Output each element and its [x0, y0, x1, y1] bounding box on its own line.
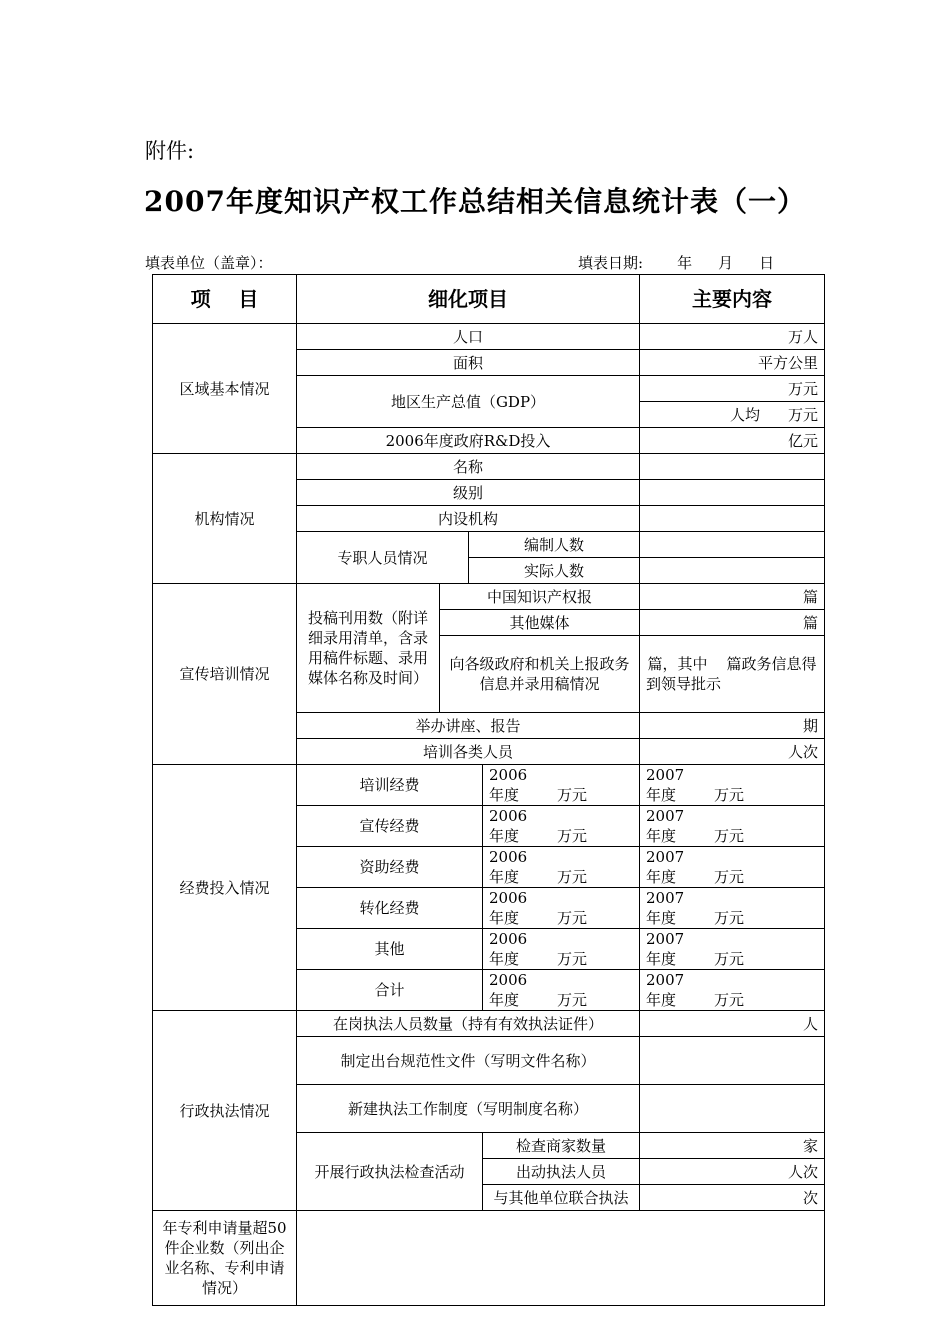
org-staff-quota: 编制人数	[469, 532, 640, 558]
funding-2006	[483, 929, 640, 970]
year-2007: 2007年度	[646, 807, 685, 845]
region-label: 区域基本情况	[153, 324, 297, 454]
unit: 万元	[714, 950, 745, 968]
header-item: 项 目	[153, 275, 297, 324]
enforce-dispatched-unit: 人次	[640, 1159, 825, 1185]
year-2006: 2006年度	[489, 848, 528, 886]
table-row	[153, 584, 825, 610]
unit: 万元	[557, 991, 588, 1009]
funding-2006	[483, 806, 640, 847]
attachment-label: 附件:	[145, 139, 195, 163]
year-2006: 2006年度	[489, 807, 528, 845]
org-label: 机构情况	[153, 454, 297, 584]
fill-date-day: 日	[759, 254, 775, 272]
funding-2006	[483, 765, 640, 806]
unit: 万元	[714, 909, 745, 927]
promo-cipnews-unit: 篇	[640, 584, 825, 610]
funding-2007	[640, 806, 825, 847]
statistics-table	[152, 274, 825, 1306]
region-population-unit: 万人	[640, 324, 825, 350]
fill-date-year: 年	[677, 254, 693, 272]
year-2006: 2006年度	[489, 930, 528, 968]
region-rd: 2006年度政府R&D投入	[297, 428, 640, 454]
unit: 万元	[557, 909, 588, 927]
funding-2006	[483, 847, 640, 888]
org-level-value	[640, 480, 825, 506]
promo-cipnews: 中国知识产权报	[440, 584, 640, 610]
funding-label: 经费投入情况	[153, 765, 297, 1011]
page-title: 2007年度知识产权工作总结相关信息统计表（一）	[144, 185, 806, 218]
promo-training-unit: 人次	[640, 739, 825, 765]
year-2007: 2007年度	[646, 848, 685, 886]
funding-2007	[640, 765, 825, 806]
region-area-unit: 平方公里	[640, 350, 825, 376]
enforce-label: 行政执法情况	[153, 1011, 297, 1211]
unit: 万元	[714, 827, 745, 845]
promo-gov-report-content: 篇，其中 篇政务信息得到领导批示	[640, 636, 825, 713]
fill-date-month: 月	[718, 254, 734, 272]
enforce-rules: 新建执法工作制度（写明制度名称）	[297, 1085, 640, 1133]
enforce-joint: 与其他单位联合执法	[483, 1185, 640, 1211]
table-row	[153, 1011, 825, 1037]
org-name-value	[640, 454, 825, 480]
region-area: 面积	[297, 350, 640, 376]
funding-2007	[640, 888, 825, 929]
promo-lectures: 举办讲座、报告	[297, 713, 640, 739]
promo-other-media-unit: 篇	[640, 610, 825, 636]
table-row	[153, 454, 825, 480]
org-name: 名称	[297, 454, 640, 480]
fill-unit-label: 填表单位（盖章）：	[145, 254, 273, 272]
promo-lectures-unit: 期	[640, 713, 825, 739]
funding-2007	[640, 847, 825, 888]
year-2007: 2007年度	[646, 971, 685, 1009]
patent-value	[297, 1211, 825, 1306]
enforce-merchants-unit: 家	[640, 1133, 825, 1159]
org-staff-actual: 实际人数	[469, 558, 640, 584]
enforce-inspect: 开展行政执法检查活动	[297, 1133, 483, 1211]
gdp-per-capita-label: 人均	[729, 405, 760, 424]
patent-label: 年专利申请量超50件企业数（列出企业名称、专利申请情况）	[153, 1211, 297, 1306]
unit: 万元	[557, 827, 588, 845]
region-population: 人口	[297, 324, 640, 350]
enforce-merchants: 检查商家数量	[483, 1133, 640, 1159]
year-2006: 2006年度	[489, 766, 528, 804]
unit: 万元	[557, 868, 588, 886]
year-2007: 2007年度	[646, 766, 685, 804]
org-staff: 专职人员情况	[297, 532, 469, 584]
funding-item: 宣传经费	[297, 806, 483, 847]
table-row	[153, 1211, 825, 1306]
year-2007: 2007年度	[646, 889, 685, 927]
enforce-officers-unit: 人	[640, 1011, 825, 1037]
table-header-row	[153, 275, 825, 324]
region-gdp-unit: 万元	[640, 376, 825, 402]
year-2007: 2007年度	[646, 930, 685, 968]
funding-2006	[483, 888, 640, 929]
promo-submissions: 投稿刊用数（附详细录用清单，含录用稿件标题、录用媒体名称及时间）	[297, 584, 440, 713]
enforce-officers: 在岗执法人员数量（持有有效执法证件）	[297, 1011, 640, 1037]
unit: 万元	[714, 868, 745, 886]
org-staff-actual-value	[640, 558, 825, 584]
org-internal: 内设机构	[297, 506, 640, 532]
org-internal-value	[640, 506, 825, 532]
enforce-docs-value	[640, 1037, 825, 1085]
enforce-rules-value	[640, 1085, 825, 1133]
header-sub: 细化项目	[297, 275, 640, 324]
promo-label: 宣传培训情况	[153, 584, 297, 765]
org-level: 级别	[297, 480, 640, 506]
funding-2007	[640, 929, 825, 970]
enforce-dispatched: 出动执法人员	[483, 1159, 640, 1185]
promo-other-media: 其他媒体	[440, 610, 640, 636]
funding-2007	[640, 970, 825, 1011]
promo-gov-report: 向各级政府和机关上报政务信息并录用稿情况	[440, 636, 640, 713]
header-content: 主要内容	[640, 275, 825, 324]
table-row	[153, 765, 825, 806]
year-2006: 2006年度	[489, 971, 528, 1009]
org-staff-quota-value	[640, 532, 825, 558]
unit: 万元	[557, 786, 588, 804]
fill-date	[578, 252, 774, 273]
enforce-docs: 制定出台规范性文件（写明文件名称）	[297, 1037, 640, 1085]
year-2006: 2006年度	[489, 889, 528, 927]
region-gdp: 地区生产总值（GDP）	[297, 376, 640, 428]
fill-date-label: 填表日期:	[578, 254, 644, 272]
funding-item: 资助经费	[297, 847, 483, 888]
enforce-joint-unit: 次	[640, 1185, 825, 1211]
table-row	[153, 324, 825, 350]
unit: 万元	[714, 991, 745, 1009]
funding-item: 转化经费	[297, 888, 483, 929]
unit: 万元	[714, 786, 745, 804]
region-gdp-per-capita	[640, 402, 825, 428]
promo-training: 培训各类人员	[297, 739, 640, 765]
funding-item: 其他	[297, 929, 483, 970]
funding-item: 培训经费	[297, 765, 483, 806]
funding-2006	[483, 970, 640, 1011]
unit: 万元	[557, 950, 588, 968]
funding-item: 合计	[297, 970, 483, 1011]
region-rd-unit: 亿元	[640, 428, 825, 454]
gdp-per-capita-unit: 万元	[787, 405, 818, 424]
